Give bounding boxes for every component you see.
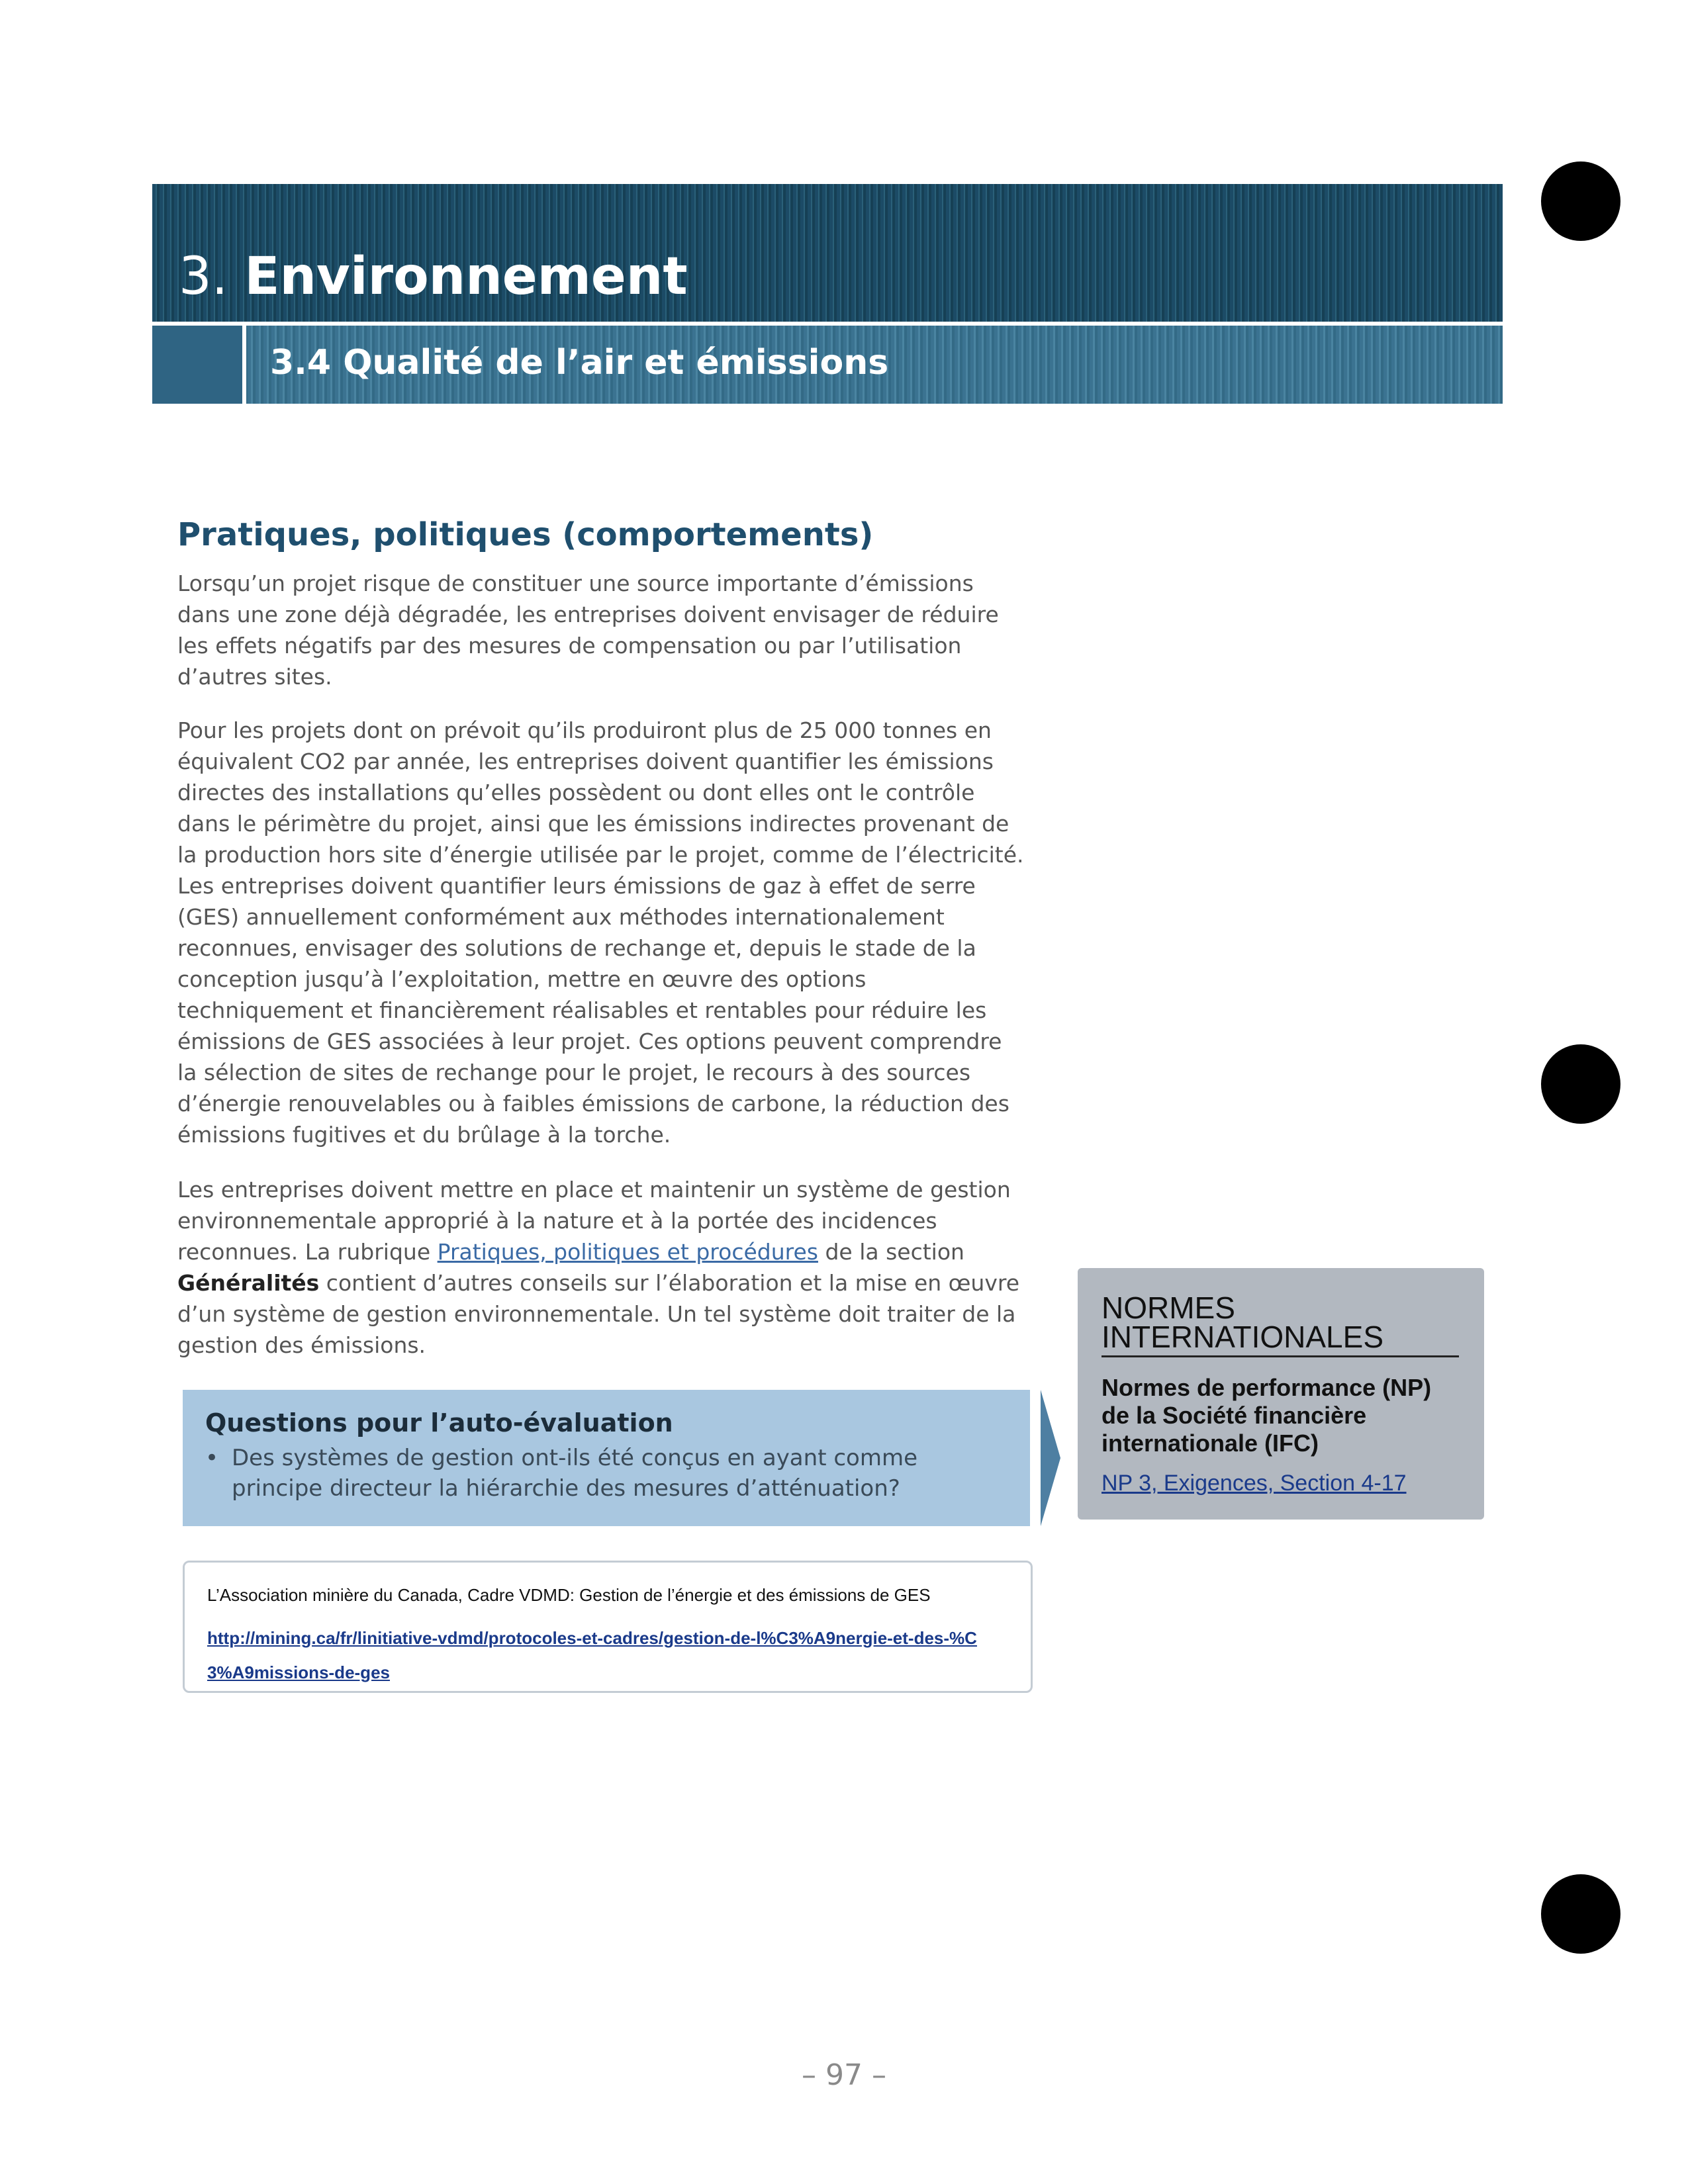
self-assessment-question: Des systèmes de gestion ont-ils été conçus en ayant comme principe directeur la hiérarchie des mesures d’atténuation? <box>232 1445 917 1502</box>
paragraph-2: Pour les projets dont on prévoit qu’ils produiront plus de 25 000 tonnes en équivalent CO2 par année, les entreprises doivent quantifier les émissions directes des installations qu’elles possèdent ou dont elles ont le contrôle dans le périmètre du projet, ainsi que les émissions indirectes provenant de la production hors site d’énergie utilisée par le projet, comme de l’électricité. Les entreprises doivent quantifier leurs émissions de gaz à effet de serre (GES) annuellement conformément aux méthodes internationalement reconnues, envisager des solutions de rechange et, depuis le stade de la conception jusqu’à l’exploitation, mettre en œuvre des options techniquement et financièrement réalisables et rentables pour réduire les émissions de GES associées à leur projet. Ces options peuvent comprendre la sélection de sites de rechange pour le projet, le recours à des sources d’énergie renouvelables ou à faibles émissions de carbone, la réduction des émissions fugitives et du brûlage à la torche. <box>177 717 1024 1148</box>
reference-title: L’Association minière du Canada, Cadre VDMD: Gestion de l’énergie et des émissions de GES <box>207 1585 931 1605</box>
binder-hole-icon <box>1541 1044 1620 1124</box>
chapter-number: 3. <box>179 247 228 306</box>
chapter-title-text: Environnement <box>244 247 688 306</box>
standards-link[interactable]: NP 3, Exigences, Section 4-17 <box>1102 1471 1407 1496</box>
international-standards-box <box>1078 1268 1484 1520</box>
chapter-banner <box>152 184 1503 322</box>
subsection-banner-block <box>152 326 246 404</box>
standards-title: NORMES INTERNATIONALES <box>1102 1293 1459 1357</box>
paragraph-1: Lorsqu’un projet risque de constituer une source importante d’émissions dans une zone déjà dégradée, les entreprises doivent envisager de réduire les effets négatifs par des mesures de compensation ou par l’utilisation d’autres sites. <box>177 570 999 690</box>
paragraph-3-text-c: contient d’autres conseils sur l’élaboration et la mise en œuvre d’un système de gestion environnementale. Un tel système doit traiter de la gestion des émissions. <box>177 1270 1020 1358</box>
practices-link[interactable]: Pratiques, politiques et procédures <box>437 1239 818 1265</box>
binder-hole-icon <box>1541 161 1620 241</box>
reference-link[interactable]: http://mining.ca/fr/linitiative-vdmd/protocoles-et-cadres/gestion-de-l%C3%A9nergie-et-des-%C3%A9missions-de-ges <box>207 1628 977 1682</box>
binder-hole-icon <box>1541 1874 1620 1954</box>
chapter-title <box>179 247 688 306</box>
reference-box <box>183 1561 1033 1693</box>
generalites-term: Généralités <box>177 1270 320 1296</box>
subsection-title: 3.4 Qualité de l’air et émissions <box>270 343 889 383</box>
arrow-right-icon <box>1041 1390 1060 1526</box>
self-assessment-item <box>205 1443 1013 1504</box>
subsection-banner <box>152 326 1503 404</box>
paragraph-3-text-b: de la section <box>818 1239 964 1265</box>
self-assessment-title: Questions pour l’auto-évaluation <box>205 1408 673 1437</box>
self-assessment-box <box>183 1390 1030 1526</box>
paragraph-3 <box>177 1174 1025 1361</box>
bullet: • <box>205 1445 219 1471</box>
standards-description: Normes de performance (NP) de la Société financière internationale (IFC) <box>1102 1374 1432 1457</box>
paragraph-3-text-a: Les entreprises doivent mettre en place et maintenir un système de gestion environnementale approprié à la nature et à la portée des incidences reconnues. La rubrique <box>177 1177 1011 1265</box>
section-heading: Pratiques, politiques (comportements) <box>177 516 874 553</box>
page-number: – 97 – <box>802 2058 886 2092</box>
